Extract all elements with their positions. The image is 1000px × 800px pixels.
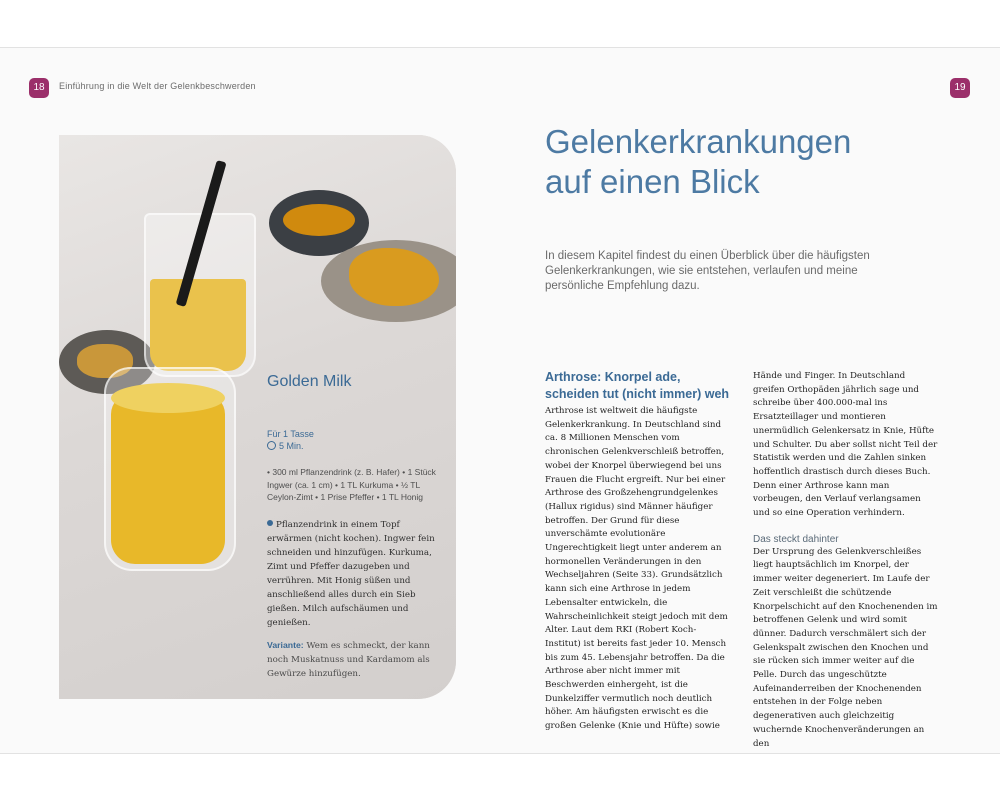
front-glass (104, 367, 236, 571)
body-paragraph: Der Ursprung des Gelenkverschleißes liegt hauptsächlich im Knorpel, der immer weiter degeneriert. Im Laufe der Zeit verschleißt die schützende Knorpelschicht auf den Knochenenden im betroffenen Gelenk und wird somit dünner. Dadurch verschmälert sich der Gelenkspalt zwischen den Knochen und sie rücken sich immer weiter auf die Pelle. Durch das ungeschützte Aufeinanderreiben der Knochenenden entstehen in der Folge neben degenerativen auch gleichzeitig wuchernde Knochenveränderungen an den (753, 546, 938, 749)
recipe-steps-row (267, 518, 447, 630)
variant-label: Variante: (267, 639, 304, 650)
recipe-time: 5 Min. (279, 441, 304, 451)
recipe-photo-card (59, 135, 456, 699)
recipe-steps: Pflanzendrink in einem Topf erwärmen (nicht kochen). Ingwer fein schneiden und hinzufügen. Kurkuma, Zimt und Pfeffer dazugeben und verrühren. Mit Honig süßen und anschließend alles durch ein Sieb gießen. Milch aufschäumen und genießen. (267, 519, 435, 628)
running-head: Einführung in die Welt der Gelenkbeschwerden (59, 81, 256, 91)
page-number-right: 19 (950, 78, 970, 98)
chapter-intro: In diesem Kapitel findest du einen Überblick über die häufigsten Gelenkerkrankungen, wie sie entstehen, verlaufen und meine persönliche Empfehlung dazu. (545, 250, 870, 292)
recipe-ingredients: • 300 ml Pflanzendrink (z. B. Hafer) • 1 Stück Ingwer (ca. 1 cm) • 1 TL Kurkuma • ½ TL Ceylon-Zimt • 1 Prise Pfeffer • 1 TL Honig (267, 467, 436, 502)
clock-icon (267, 441, 276, 450)
bullet-icon (267, 520, 273, 526)
recipe-time-row (267, 440, 447, 452)
page-number-left: 18 (29, 78, 49, 98)
variant-text: Wem es schmeckt, der kann noch Muskatnuss und Kardamom als Gewürze hinzufügen. (267, 640, 430, 679)
section-heading: Arthrose: Knorpel ade, scheiden tut (nicht immer) weh (545, 370, 730, 401)
recipe-variant (267, 638, 447, 681)
recipe-title: Golden Milk (267, 373, 352, 390)
recipe-box (267, 373, 447, 681)
chapter-title-line1: Gelenkerkrankungen (545, 123, 852, 160)
subheading: Das steckt dahinter (753, 533, 839, 545)
body-paragraph: Arthrose ist weltweit die häufigste Gelenkerkrankung. In Deutschland sind ca. 8 Millionen Menschen vom chronischen Gelenkverschleiß betroffen, wobei der Knorpel überwiegend bei uns Frauen die Flucht ergreift. Nur bei einer Arthrose des Großzehengrundgelenkes (Hallux rigidus) sind Männer häufiger betroffen. Der Grund für diese unverschämte evolutionäre Ungerechtigkeit liegt unter anderem an hormonellen Veränderungen in den Wechseljahren (Seite 33). Grundsätzlich kann sich eine Arthrose in jedem Lebensalter entwickeln, die Wahrscheinlichkeit steigt jedoch mit dem Alter. Laut dem RKI (Robert Koch-Institut) ist bereits fast jeder 10. Mensch bis zum 45. Lebensjahr betroffen. Da die Arthrose aber nicht immer mit Beschwerden einhergeht, ist die Dunkelziffer vermutlich noch deutlich höher. Am häufigsten erwischt es die großen Gelenke (Knie und Hüfte) sowie (545, 406, 728, 732)
recipe-servings: Für 1 Tasse (267, 429, 314, 439)
chapter-title (545, 122, 851, 202)
article-column-left (545, 369, 731, 734)
article-column-right (753, 369, 939, 751)
chapter-title-line2: auf einen Blick (545, 163, 760, 200)
body-paragraph: Hände und Finger. In Deutschland greifen Orthopäden jährlich sage und schreibe über 400.000-mal ins Ersatzteillager und montieren unermüdlich Gelenkersatz in Knie, Hüfte und Schulter. Du aber sollst nicht Teil der Statistik werden und die Zahlen sinken hoffentlich drastisch durch dieses Buch. Denn einer Arthrose kann man vorbeugen, den Verlauf verlangsamen und so eine Operation verhindern. (753, 371, 938, 519)
